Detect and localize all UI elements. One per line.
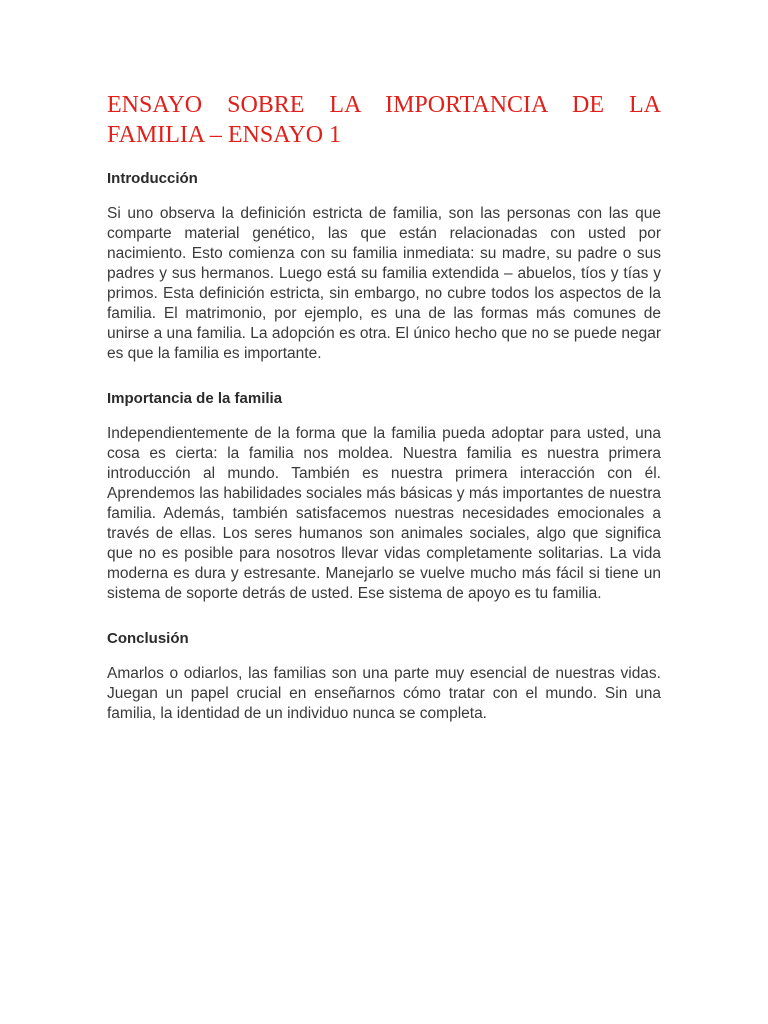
- section-spacer: [107, 364, 661, 389]
- section-paragraph: Independientemente de la forma que la familia pueda adoptar para usted, una cosa es cierta: la familia nos moldea. Nuestra familia es nuestra primera introducción al mundo. También es nuestra primera interacción con él. Aprendemos las habilidades sociales más básicas y más importantes de nuestra familia. Además, también satisfacemos nuestras necesidades emocionales a través de ellas. Los seres humanos son animales sociales, algo que significa que no es posible para nosotros llevar vidas completamente solitarias. La vida moderna es dura y estresante. Manejarlo se vuelve mucho más fácil si tiene un sistema de soporte detrás de usted. Ese sistema de apoyo es tu familia.: [107, 425, 661, 602]
- section-heading: Importancia de la familia: [107, 390, 283, 407]
- document-page: [107, 90, 661, 724]
- section-heading: Conclusión: [107, 630, 189, 647]
- section-paragraph: Si uno observa la definición estricta de familia, son las personas con las que comparte material genético, las que están relacionadas con usted por nacimiento. Esto comienza con su familia inmediata: su madre, su padre o sus padres y sus hermanos. Luego está su familia extendida – abuelos, tíos y tías y primos. Esta definición estricta, sin embargo, no cubre todos los aspectos de la familia. El matrimonio, por ejemplo, es una de las formas más comunes de unirse a una familia. La adopción es otra. El único hecho que no se puede negar es que la familia es importante.: [107, 205, 661, 362]
- document-title: ENSAYO SOBRE LA IMPORTANCIA DE LA FAMILIA – ENSAYO 1: [107, 92, 661, 148]
- section-importancia: [107, 389, 661, 604]
- section-heading: Introducción: [107, 170, 198, 187]
- section-conclusion: [107, 629, 661, 724]
- section-spacer: [107, 604, 661, 629]
- section-paragraph: Amarlos o odiarlos, las familias son una parte muy esencial de nuestras vidas. Juegan un papel crucial en enseñarnos cómo tratar con el mundo. Sin una familia, la identidad de un individuo nunca se completa.: [107, 665, 661, 722]
- section-introduccion: [107, 169, 661, 364]
